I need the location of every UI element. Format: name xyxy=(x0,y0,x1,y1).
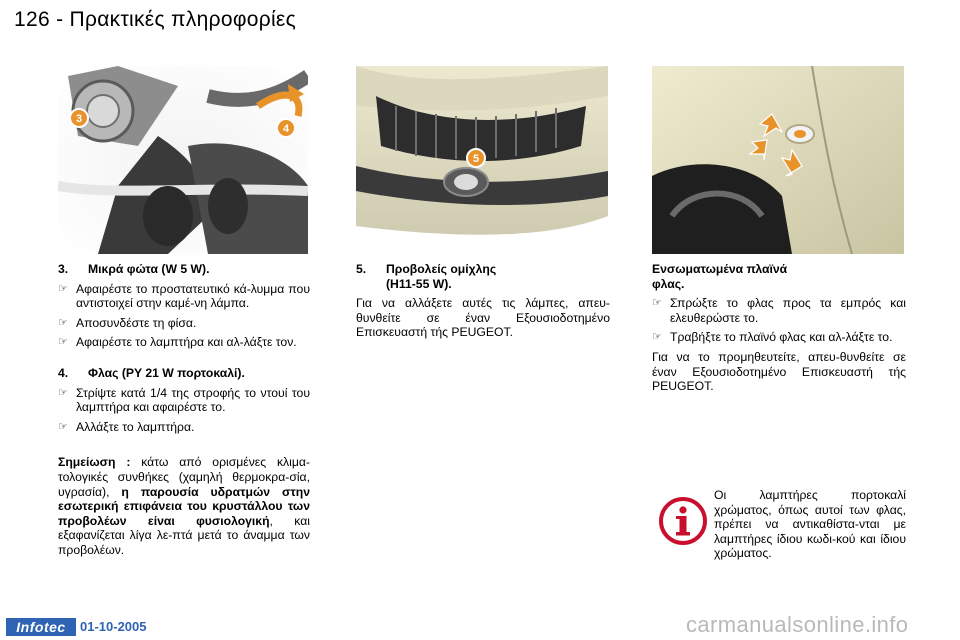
list-item: ☞ Αλλάξτε το λαμπτήρα. xyxy=(58,419,195,434)
list-item: ☞ Στρίψτε κατά 1/4 της στροφής το ντουί του λαμπτήρα και αφαιρέστε το. xyxy=(58,385,310,415)
callout-4-label: 4 xyxy=(282,123,290,135)
side-indicator-photo xyxy=(652,66,904,254)
info-box xyxy=(652,488,908,574)
section-3-title xyxy=(58,262,310,277)
list-item: ☞ Αποσυνδέστε τη φίσα. xyxy=(58,315,197,330)
info-text: Οι λαμπτήρες πορτοκαλί χρώματος, όπως αυτοί των φλας, πρέπει να αντικαθίστα-νται με λαμπτήρες ίδιου κωδι-κού και ίδιου χρώματος. xyxy=(714,488,906,561)
section-4-heading: Φλας (PY 21 W πορτοκαλί). xyxy=(88,365,245,380)
fog-light-photo xyxy=(356,66,608,254)
section-3-heading: Μικρά φώτα (W 5 W). xyxy=(88,262,210,276)
column-1 xyxy=(58,262,310,558)
pointing-hand-icon: ☞ xyxy=(58,386,68,399)
callout-3-label: 3 xyxy=(75,113,83,125)
note-paragraph: Σημείωση : κάτω από ορισμένες κλιμα-τολογικές συνθήκες (χαμηλή θερμοκρα-σία, υγρασία), η παρουσία υδρατμών στην εσωτερική επιφάνεια του κρυστάλλου των προβολέων είναι φυσιολογική, και εξαφανίζεται λίγα λε-πτά μετά το άναμμα των προβολέων. xyxy=(58,455,310,557)
page-title: 126 - Πρακτικές πληροφορίες xyxy=(14,8,297,31)
engine-bay-photo xyxy=(58,66,308,254)
list-item: ☞ Τραβήξτε το πλαϊνό φλας και αλ-λάξτε το. xyxy=(652,330,893,345)
pointing-hand-icon: ☞ xyxy=(652,297,662,310)
section-4-number: 4. xyxy=(58,365,69,380)
infotec-logo: Infotec xyxy=(6,618,76,636)
callout-5-label: 5 xyxy=(472,153,480,165)
section-3-number: 3. xyxy=(58,262,69,276)
section-5-heading: Προβολείς ομίχλης xyxy=(386,262,497,276)
column-2 xyxy=(356,262,610,340)
fog-light-paragraph: Για να αλλάξετε αυτές τις λάμπες, απευ-θυνθείτε σε έναν Εξουσιοδοτημένο Επισκευαστή τής PEUGEOT. xyxy=(356,296,610,340)
section-5-subheading: (H11-55 W). xyxy=(386,276,452,291)
footer-date: 01-10-2005 xyxy=(80,619,147,634)
note-label: Σημείωση : xyxy=(58,455,131,470)
pointing-hand-icon: ☞ xyxy=(58,316,68,329)
section-5-title xyxy=(356,262,610,277)
pointing-hand-icon: ☞ xyxy=(58,336,68,349)
pointing-hand-icon: ☞ xyxy=(652,331,662,344)
side-indicator-title-line2: φλας. xyxy=(652,276,685,291)
info-icon xyxy=(658,496,708,546)
side-indicator-paragraph: Για να το προμηθευτείτε, απευ-θυνθείτε σε έναν Εξουσιοδοτημένο Επισκευαστή τής PEUGEOT. xyxy=(652,349,906,394)
pointing-hand-icon: ☞ xyxy=(58,282,68,295)
section-5-number: 5. xyxy=(356,262,367,276)
section-4-title xyxy=(58,366,310,381)
list-item: ☞ Σπρώξτε το φλας προς τα εμπρός και ελευθερώστε το. xyxy=(652,296,906,325)
column-3 xyxy=(652,262,906,394)
list-item: ☞ Αφαιρέστε το λαμπτήρα και αλ-λάξτε τον. xyxy=(58,335,297,350)
watermark: carmanualsonline.info xyxy=(686,612,909,637)
list-item: ☞ Αφαιρέστε το προστατευτικό κά-λυμμα που αντιστοιχεί στην καμέ-νη λάμπα. xyxy=(58,281,310,311)
side-indicator-title: Ενσωματωμένα πλαϊνά xyxy=(652,262,788,276)
pointing-hand-icon: ☞ xyxy=(58,420,68,433)
note-emphasis: η παρουσία υδρατμών στην εσωτερική επιφάνεια του κρυστάλλου των προβολέων είναι φυσιολογική xyxy=(58,484,310,528)
